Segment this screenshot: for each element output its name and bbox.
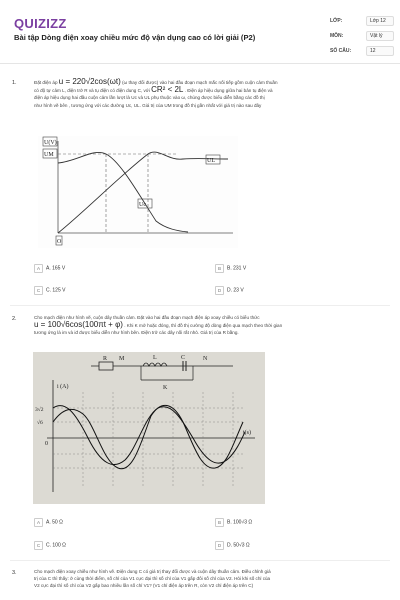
option-letter-badge: A	[34, 264, 43, 273]
question-3-number: 3.	[12, 570, 17, 576]
circuit-label-m: M	[119, 356, 125, 362]
count-label: SỐ CÂU:	[330, 48, 352, 54]
q2-formula-u: u = 100√6cos(100πt + φ)	[34, 320, 123, 330]
circuit-label-c: C	[181, 355, 186, 361]
q2-option-b[interactable]	[215, 518, 252, 527]
q1-option-c[interactable]	[34, 286, 65, 295]
option-text: A. 165 V	[46, 265, 66, 272]
figure-origin: 0	[45, 441, 48, 447]
question-1-line-3: điện áp hiệu dụng hai đầu cuộn cảm lần lượt là Uc và UL phụ thuộc vào ω, chúng được biểu diễn bằng các đồ thị	[34, 95, 265, 101]
grade-value: Lớp 12	[366, 16, 394, 26]
q2-text-part: . Khi K mở hoặc đóng, thì đồ thị cường độ dòng điện qua mạch theo thời gian	[124, 323, 283, 329]
option-letter-badge: D	[215, 541, 224, 550]
question-2-text	[34, 314, 390, 337]
question-divider	[10, 305, 390, 306]
resistor-symbol	[99, 362, 113, 370]
question-2-number: 2.	[12, 316, 17, 322]
question-1-line-2	[34, 86, 390, 94]
grade-field	[330, 18, 386, 24]
tick-sqrt6: √6	[37, 420, 43, 426]
q1-text-part: (ω thay đổi được) vào hai đầu đoạn mạch mắc nối tiếp gồm cuộn cảm thuần	[122, 80, 278, 85]
q1-text-part: có độ tự cảm L, điện trở R và tụ điện có điện dung C, với	[34, 88, 150, 94]
y-axis-label: U(V)	[44, 140, 57, 146]
option-text: D. 23 V	[227, 287, 244, 294]
quizizz-logo: QUIZIZZ	[14, 16, 67, 31]
q2-option-c[interactable]	[34, 541, 66, 550]
question-2-line-2	[34, 321, 390, 329]
circuit-label-l: L	[153, 355, 157, 361]
uc-label: Uc	[139, 202, 146, 208]
subject-field	[330, 33, 383, 39]
figure-background	[33, 352, 265, 504]
document-title: Bài tập Dòng điện xoay chiều mức độ vận dụng cao có lời giải (P2)	[14, 33, 256, 42]
q1-formula-u: u = 220√2cos(ωt)	[58, 77, 121, 86]
grade-label: LỚP:	[330, 18, 343, 24]
um-label: UM	[44, 152, 54, 158]
option-text: B. 100√3 Ω	[227, 519, 253, 526]
question-1-text	[34, 78, 390, 109]
circuit-label-k: K	[163, 385, 168, 391]
option-letter-badge: C	[34, 286, 43, 295]
question-3-line-3: V2 cực đại thì số chỉ của V2 gấp bao nhiêu lần số chỉ V1? (V1 chỉ điện áp trên R, còn V2 chỉ điện áp trên C)	[34, 583, 254, 589]
question-2-line-3: tương ứng là im và iđ được biểu diễn như hình bên. Điện trở các dây nối rất nhỏ. Giá trị của R bằng.	[34, 330, 239, 336]
option-letter-badge: D	[215, 286, 224, 295]
option-text: C. 100 Ω	[46, 542, 66, 549]
option-letter-badge: B	[215, 518, 224, 527]
question-3-text	[34, 568, 390, 590]
option-letter-badge: B	[215, 264, 224, 273]
q2-option-d[interactable]	[215, 541, 250, 550]
q1-formula-cr: CR² < 2L	[151, 85, 184, 95]
question-2-figure	[33, 352, 265, 504]
q1-text-part: . Điện áp hiệu dụng giữa hai bản tụ điện và	[184, 88, 273, 94]
figure-y-label: i (A)	[57, 384, 69, 390]
option-text: C. 125 V	[46, 287, 66, 294]
question-1-graph	[38, 133, 238, 251]
q2-option-a[interactable]	[34, 518, 63, 527]
subject-value: Vật lý	[366, 31, 394, 41]
tick-3sqrt2: 3√2	[35, 407, 44, 413]
origin-label: O	[57, 239, 62, 245]
circuit-label-r: R	[103, 356, 108, 362]
ul-label: UL	[207, 158, 215, 164]
question-divider	[10, 560, 390, 561]
figure-x-label: t(s)	[243, 430, 251, 436]
count-field	[330, 48, 376, 54]
option-text: A. 50 Ω	[46, 519, 63, 526]
question-1-line-4: như hình vẽ bên , tương ứng với các đường Uc, UL. Giá trị của UM trong đồ thị gần nhất với giá trị nào sau đây	[34, 102, 262, 108]
count-value: 12	[366, 46, 394, 56]
q1-text-part: Đặt điện áp	[34, 80, 58, 85]
subject-label: MÔN:	[330, 33, 344, 39]
q1-option-d[interactable]	[215, 286, 244, 295]
option-text: D. 50√3 Ω	[227, 542, 250, 549]
question-1-line-1	[34, 78, 390, 86]
question-3-line-2: trị của C thì thấy: ở cùng thời điểm, số chỉ của V1 cực đại thì số chỉ của V1 gấp đôi số chỉ của V2. Hỏi khi số chỉ của	[34, 576, 271, 582]
question-1-number: 1.	[12, 80, 17, 86]
option-letter-badge: A	[34, 518, 43, 527]
circuit-label-n: N	[203, 356, 208, 362]
q1-option-a[interactable]	[34, 264, 65, 273]
q1-option-b[interactable]	[215, 264, 246, 273]
page-header	[0, 0, 400, 64]
option-text: B. 231 V	[227, 265, 247, 272]
question-3-line-1: Cho mạch điện xoay chiều như hình vẽ. Điện dung C có giá trị thay đổi được và cuộn dây thuần cảm. Điều chỉnh giá	[34, 569, 271, 574]
question-2-line-1: Cho mạch điện như hình vẽ, cuộn dây thuần cảm. Đặt vào hai đầu đoạn mạch điện áp xoay chiều có biểu thức	[34, 315, 260, 320]
option-letter-badge: C	[34, 541, 43, 550]
